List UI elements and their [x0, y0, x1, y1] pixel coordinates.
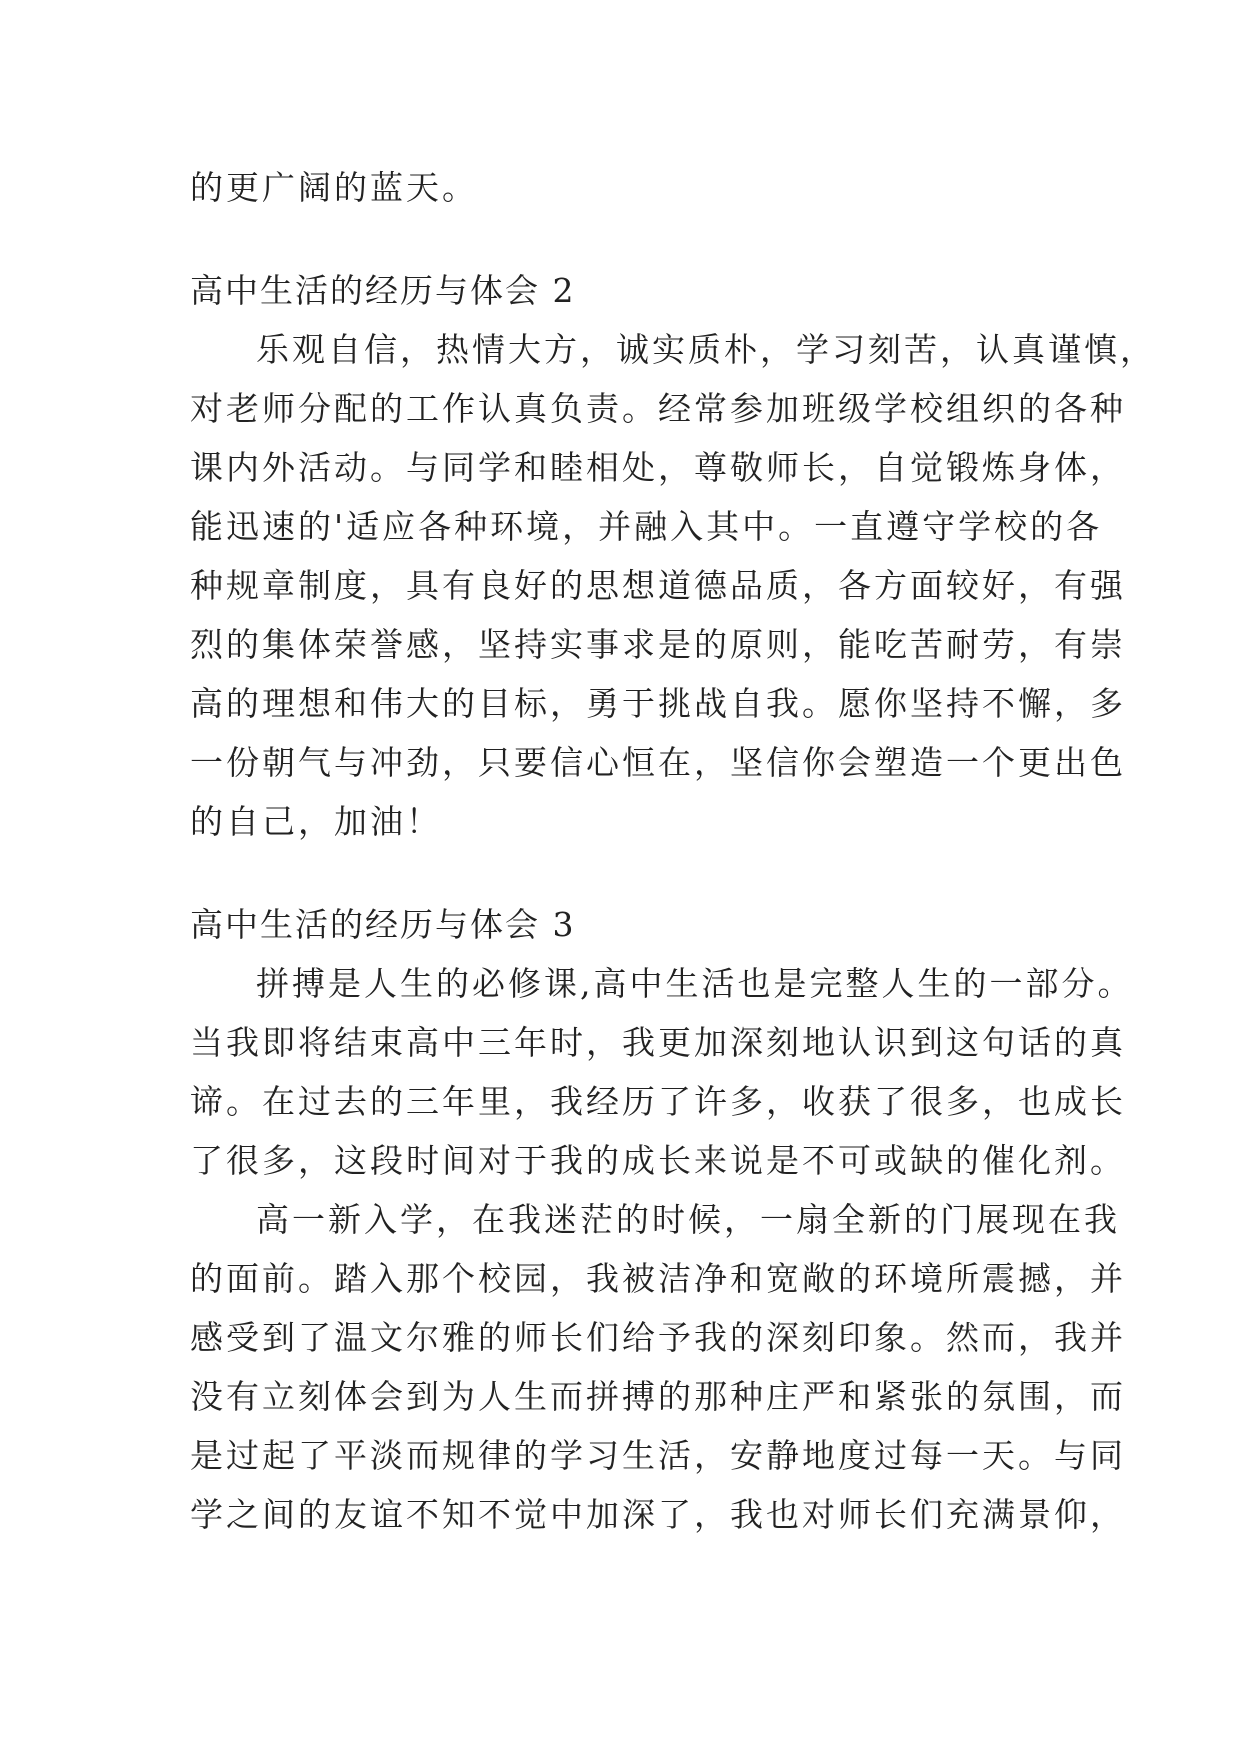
paragraph-line: 的面前。踏入那个校园，我被洁净和宽敞的环境所震撼，并 — [190, 1259, 1126, 1298]
intro-tail-line: 的更广阔的蓝天。 — [190, 168, 478, 207]
paragraph-line: 烈的集体荣誉感，坚持实事求是的原则，能吃苦耐劳，有崇 — [190, 625, 1126, 664]
section-2-paragraph-1 — [190, 320, 1156, 851]
paragraph-line: 谛。在过去的三年里，我经历了许多，收获了很多，也成长 — [190, 1082, 1126, 1121]
section-3-paragraph-2 — [190, 1190, 1126, 1544]
section-3-paragraph-1 — [190, 954, 1134, 1190]
paragraph-line: 一份朝气与冲劲，只要信心恒在，坚信你会塑造一个更出色 — [190, 743, 1126, 782]
section-3-heading: 高中生活的经历与体会 3 — [190, 905, 576, 944]
paragraph-line: 的自己，加油！ — [190, 802, 442, 841]
paragraph-line: 对老师分配的工作认真负责。经常参加班级学校组织的各种 — [190, 389, 1126, 428]
paragraph-line: 种规章制度，具有良好的思想道德品质，各方面较好，有强 — [190, 566, 1126, 605]
paragraph-line: 感受到了温文尔雅的师长们给予我的深刻印象。然而，我并 — [190, 1318, 1126, 1357]
paragraph-line: 高一新入学，在我迷茫的时候，一扇全新的门展现在我 — [256, 1200, 1120, 1239]
paragraph-line: 是过起了平淡而规律的学习生活，安静地度过每一天。与同 — [190, 1436, 1126, 1475]
paragraph-line: 没有立刻体会到为人生而拼搏的那种庄严和紧张的氛围，而 — [190, 1377, 1126, 1416]
section-gap — [190, 217, 1060, 261]
paragraph-line: 课内外活动。与同学和睦相处，尊敬师长，自觉锻炼身体， — [190, 448, 1126, 487]
section-2-heading: 高中生活的经历与体会 2 — [190, 271, 576, 310]
paragraph-line: 能迅速的'适应各种环境，并融入其中。一直遵守学校的各 — [190, 507, 1103, 546]
paragraph-line: 乐观自信，热情大方，诚实质朴，学习刻苦，认真谨慎， — [256, 330, 1156, 369]
document-body — [190, 158, 1156, 1544]
section-gap — [190, 851, 1060, 895]
paragraph-line: 了很多，这段时间对于我的成长来说是不可或缺的催化剂。 — [190, 1141, 1126, 1180]
paragraph-line: 当我即将结束高中三年时，我更加深刻地认识到这句话的真 — [190, 1023, 1126, 1062]
paragraph-line: 学之间的友谊不知不觉中加深了，我也对师长们充满景仰， — [190, 1495, 1126, 1534]
paragraph-line: 拼搏是人生的必修课,高中生活也是完整人生的一部分。 — [256, 964, 1134, 1003]
paragraph-line: 高的理想和伟大的目标，勇于挑战自我。愿你坚持不懈，多 — [190, 684, 1126, 723]
